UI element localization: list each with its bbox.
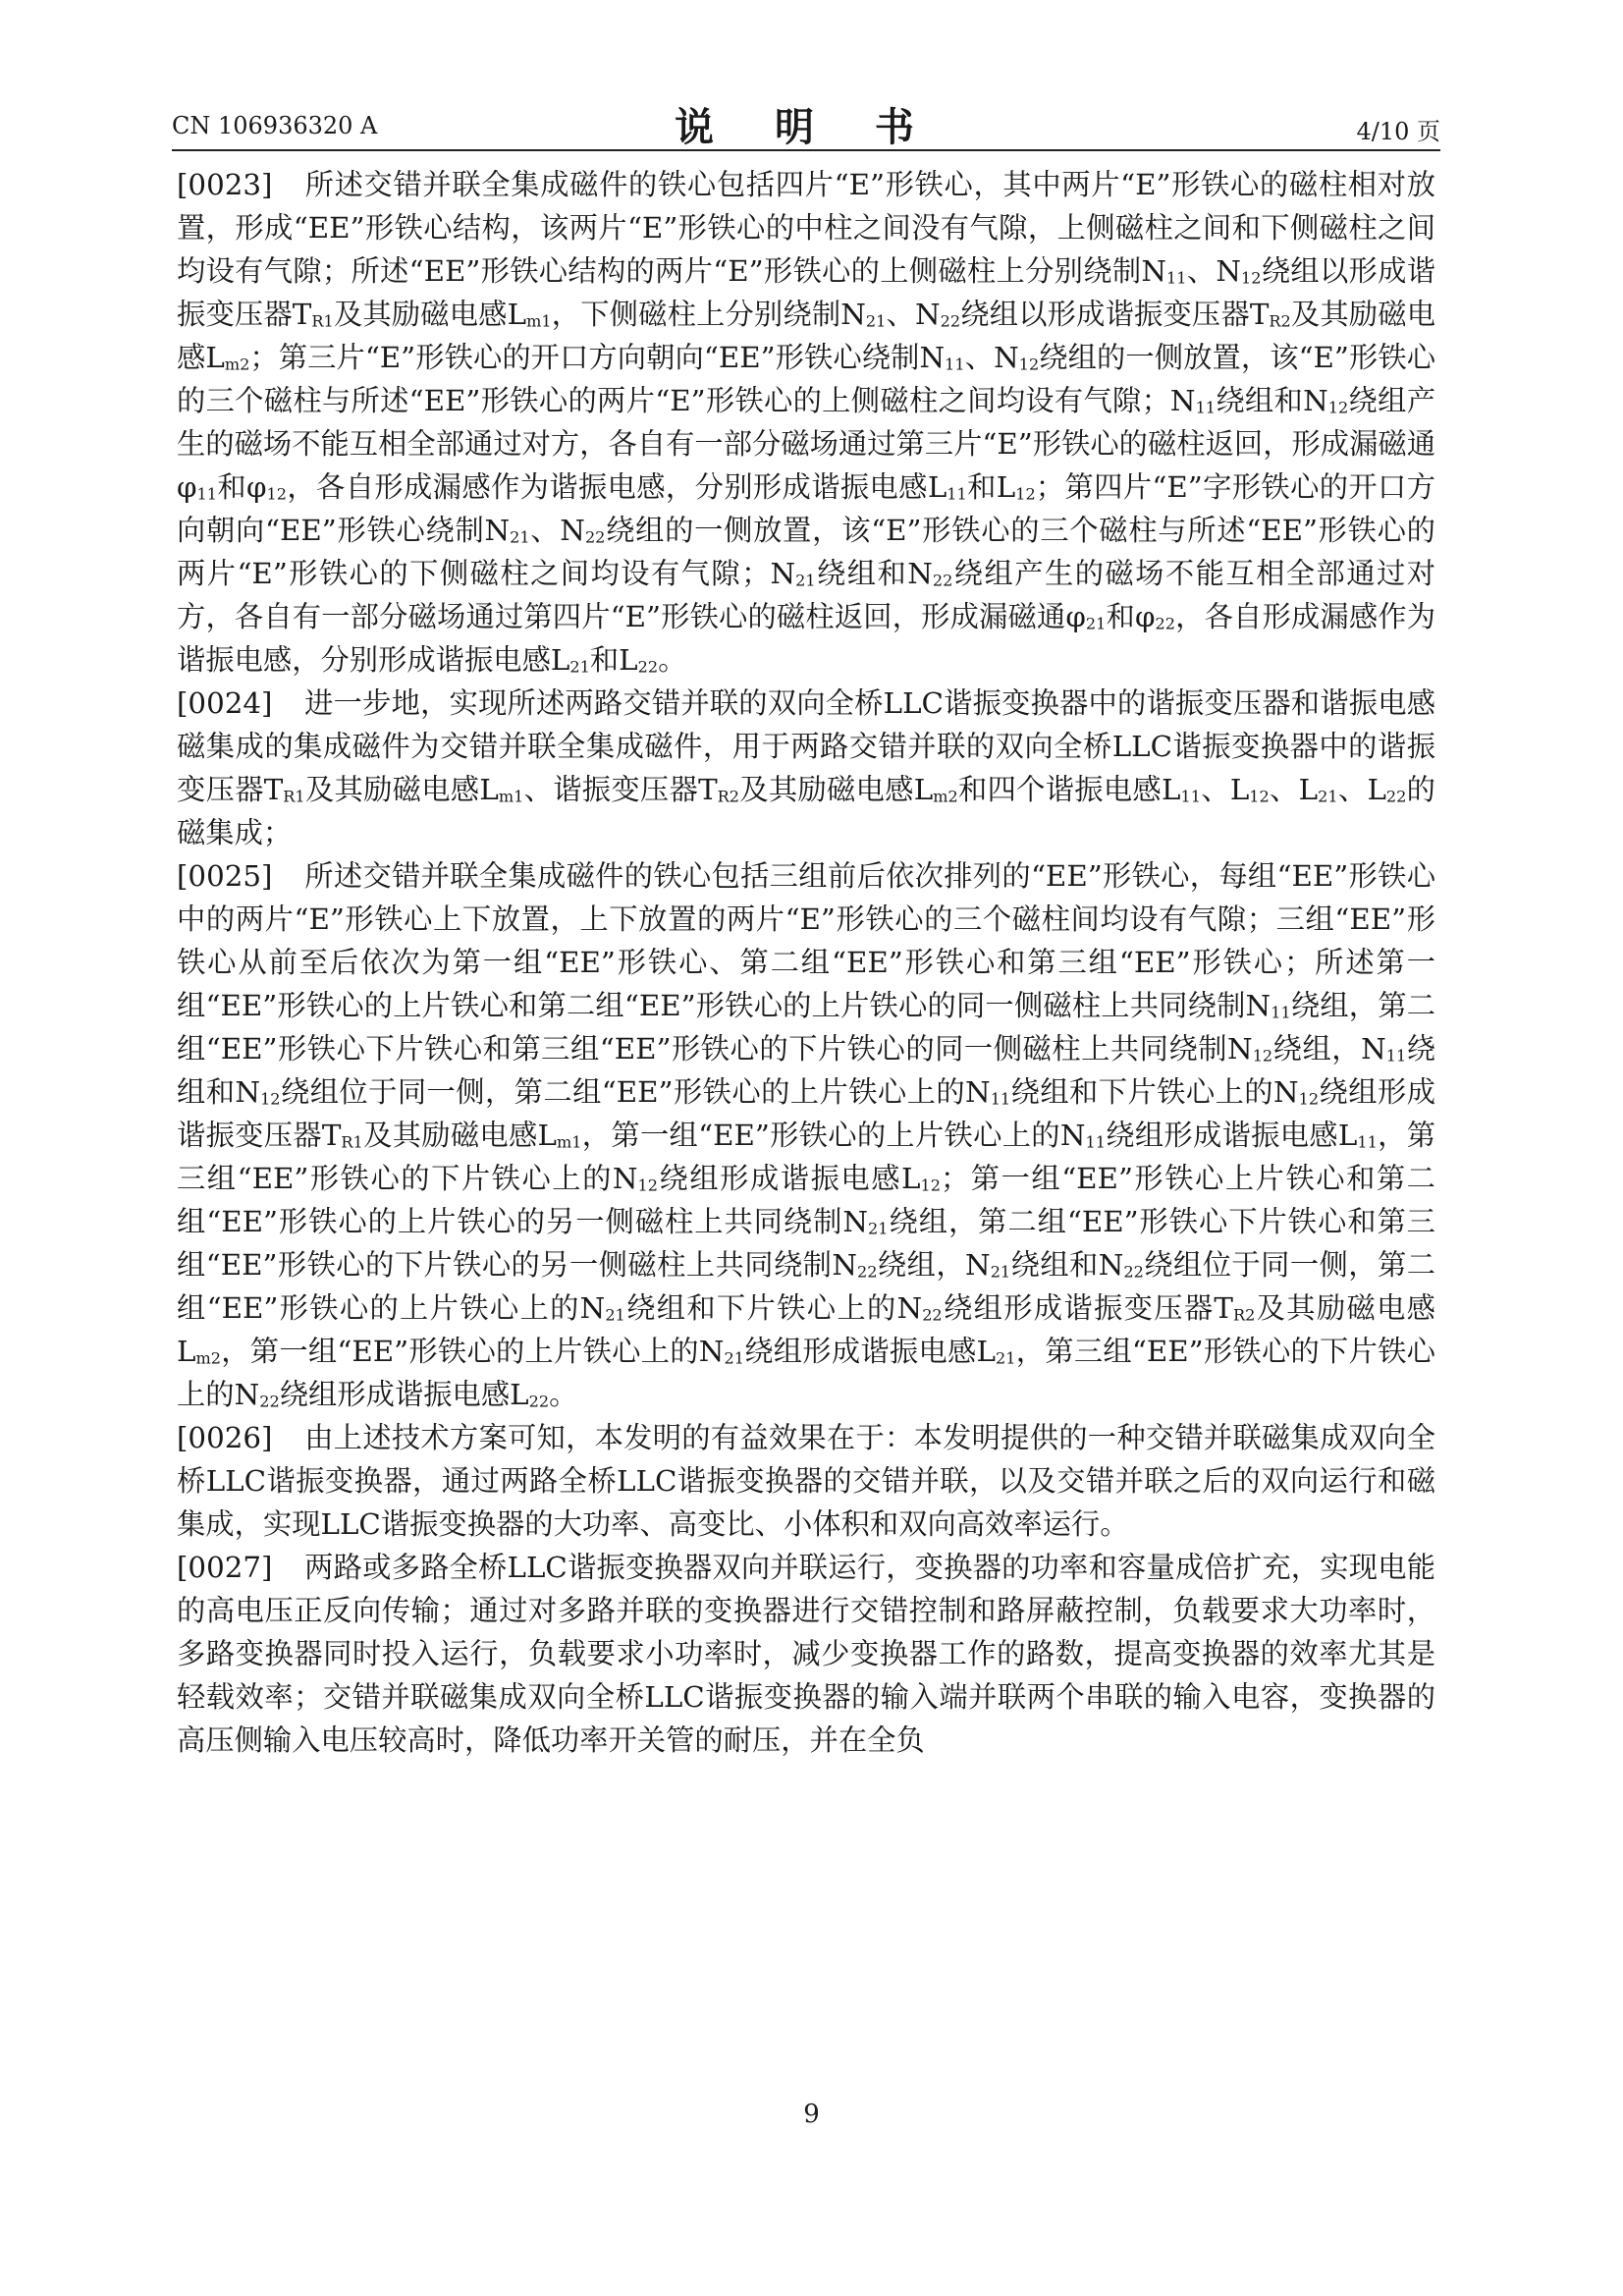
subscript: 11 (1195, 398, 1217, 417)
subscript: 22 (584, 527, 606, 547)
subscript: 12 (1298, 1089, 1320, 1109)
subscript: R1 (283, 787, 305, 806)
subscript: 21 (868, 1219, 889, 1238)
subscript: 22 (940, 311, 961, 331)
subscript: 21 (569, 657, 590, 677)
subscript: 22 (922, 1305, 943, 1325)
subscript: m2 (224, 355, 250, 374)
subscript: 11 (1357, 1132, 1378, 1152)
subscript: 12 (1015, 484, 1036, 504)
subscript: 11 (1166, 268, 1187, 288)
subscript: m1 (498, 787, 524, 806)
paragraph-id: [0025] (177, 859, 273, 893)
subscript: 21 (1085, 614, 1107, 633)
subscript: 12 (1327, 398, 1349, 417)
subscript: 11 (947, 484, 967, 504)
subscript: 22 (1155, 614, 1175, 633)
document-body (177, 163, 1435, 1762)
subscript: 22 (528, 1392, 550, 1411)
subscript: 22 (637, 657, 659, 677)
subscript: 22 (1123, 1262, 1144, 1282)
subscript: 12 (1249, 787, 1270, 806)
paragraph-id: [0023] (177, 168, 273, 201)
subscript: 11 (945, 355, 965, 374)
subscript: R2 (717, 787, 740, 806)
paragraph-id: [0024] (177, 686, 273, 720)
subscript: 22 (857, 1262, 878, 1282)
subscript: 21 (510, 527, 530, 547)
subscript: 12 (266, 484, 288, 504)
paragraph: [0025] 所述交错并联全集成磁件的铁心包括三组前后依次排列的“EE”形铁心，每组“EE”形铁心中的两片“E”形铁心上下放置，上下放置的两片“E”形铁心的三个磁柱间均设有气隙；三组“EE”形铁心从前至后依次为第一组“EE”形铁心、第二组“EE”形铁心和第三组“EE”形铁心；所述第一组“EE”形铁心的上片铁心和第二组“EE”形铁心的上片铁心的同一侧磁柱上共同绕制$N_{11}$绕组，第二组“EE”形铁心下片铁心和第三组“EE”形铁心的下片铁心的同一侧磁柱上共同绕制$N_{12}$绕组，$N_{11}$绕组和$N_{12}$绕组位于同一侧，第二组“EE”形铁心的上片铁心上的$N_{11}$绕组和下片铁心上的$N_{12}$绕组形成谐振变压器$T_{R1}$及其励磁电感$L_{m1}$，第一组“EE”形铁心的上片铁心上的$N_{11}$绕组形成谐振电感$L_{11}$，第三组“EE”形铁心的下片铁心上的$N_{12}$绕组形成谐振电感$L_{12}$；第一组“EE”形铁心上片铁心和第二组“EE”形铁心的上片铁心的另一侧磁柱上共同绕制$N_{21}$绕组，第二组“EE”形铁心下片铁心和第三组“EE”形铁心的下片铁心的另一侧磁柱上共同绕制$N_{22}$绕组，$N_{21}$绕组和$N_{22}$绕组位于同一侧，第二组“EE”形铁心的上片铁心上的$N_{21}$绕组和下片铁心上的$N_{22}$绕组形成谐振变压器$T_{R2}$及其励磁电感$L_{m2}$，第一组“EE”形铁心的上片铁心上的$N_{21}$绕组形成谐振电感$L_{21}$，第三组“EE”形铁心的下片铁心上的$N_{22}$绕组形成谐振电感$L_{22}$。 (177, 854, 1435, 1416)
subscript: 11 (1385, 1046, 1407, 1066)
subscript: R2 (1269, 311, 1291, 331)
subscript: 21 (865, 311, 887, 331)
subscript: m1 (526, 311, 552, 331)
paragraph: [0023] 所述交错并联全集成磁件的铁心包括四片“E”形铁心，其中两片“E”形铁心的磁柱相对放置，形成“EE”形铁心结构，该两片“E”形铁心的中柱之间没有气隙，上侧磁柱之间和下侧磁柱之间均设有气隙；所述“EE”形铁心结构的两片“E”形铁心的上侧磁柱上分别绕制$N_{11}$、$N_{12}$绕组以形成谐振变压器$T_{R1}$及其励磁电感$L_{m1}$，下侧磁柱上分别绕制$N_{21}$、$N_{22}$绕组以形成谐振变压器$T_{R2}$及其励磁电感$L_{m2}$；第三片“E”形铁心的开口方向朝向“EE”形铁心绕制$N_{11}$、$N_{12}$绕组的一侧放置，该“E”形铁心的三个磁柱与所述“EE”形铁心的两片“E”形铁心的上侧磁柱之间均设有气隙；$N_{11}$绕组和$N_{12}$绕组产生的磁场不能互相全部通过对方，各自有一部分磁场通过第三片“E”形铁心的磁柱返回，形成漏磁通$\varphi_{11}$和$\varphi_{12}$，各自形成漏感作为谐振电感，分别形成谐振电感$L_{11}$和$L_{12}$；第四片“E”字形铁心的开口方向朝向“EE”形铁心绕制$N_{21}$、$N_{22}$绕组的一侧放置，该“E”形铁心的三个磁柱与所述“EE”形铁心的两片“E”形铁心的下侧磁柱之间均设有气隙；$N_{21}$绕组和$N_{22}$绕组产生的磁场不能互相全部通过对方，各自有一部分磁场通过第四片“E”形铁心的磁柱返回，形成漏磁通$\varphi_{21}$和$\varphi_{22}$，各自形成漏感作为谐振电感，分别形成谐振电感$L_{21}$和$L_{22}$。 (177, 163, 1435, 682)
subscript: 21 (990, 1262, 1011, 1282)
page-header (172, 94, 1440, 150)
page-number: 9 (803, 2100, 820, 2129)
publication-number: CN 106936320 A (172, 112, 378, 139)
subscript: 21 (795, 571, 816, 590)
subscript: 22 (932, 571, 953, 590)
subscript: 11 (990, 1089, 1011, 1109)
subscript: 11 (1271, 1003, 1291, 1022)
subscript: 22 (1385, 787, 1407, 806)
subscript: 12 (637, 1175, 659, 1195)
subscript: 11 (1180, 787, 1201, 806)
paragraph: [0027] 两路或多路全桥LLC谐振变换器双向并联运行，变换器的功率和容量成倍扩充，实现电能的高电压正反向传输；通过对多路并联的变换器进行交错控制和路屏蔽控制，负载要求大功率时，多路变换器同时投入运行，负载要求小功率时，减少变换器工作的路数，提高变换器的效率尤其是轻载效率；交错并联磁集成双向全桥LLC谐振变换器的输入端并联两个串联的输入电容，变换器的高压侧输入电压较高时，降低功率开关管的耐压，并在全负 (177, 1546, 1435, 1762)
paragraph-id: [0027] (177, 1551, 273, 1584)
subscript: m2 (933, 787, 958, 806)
subscript: 11 (196, 484, 218, 504)
subscript: 11 (1085, 1132, 1106, 1152)
paragraph: [0026] 由上述技术方案可知，本发明的有益效果在于：本发明提供的一种交错并联磁集成双向全桥LLC谐振变换器，通过两路全桥LLC谐振变换器的交错并联，以及交错并联之后的双向运行和磁集成，实现LLC谐振变换器的大功率、高变比、小体积和双向高效率运行。 (177, 1416, 1435, 1546)
subscript: 21 (996, 1348, 1016, 1368)
paragraph: [0024] 进一步地，实现所述两路交错并联的双向全桥LLC谐振变换器中的谐振变压器和谐振电感磁集成的集成磁件为交错并联全集成磁件，用于两路交错并联的双向全桥LLC谐振变换器中的谐振变压器$T_{R1}$及其励磁电感$L_{m1}$、谐振变压器$T_{R2}$及其励磁电感$L_{m2}$和四个谐振电感$L_{11}$、$L_{12}$、$L_{21}$、$L_{22}$的磁集成； (177, 682, 1435, 854)
subscript: R1 (341, 1132, 363, 1152)
subscript: 22 (259, 1392, 280, 1411)
subscript: 12 (1018, 355, 1040, 374)
subscript: m1 (557, 1132, 582, 1152)
subscript: R1 (311, 311, 334, 331)
page-count: 4/10 页 (1356, 118, 1440, 145)
subscript: 12 (1252, 1046, 1273, 1066)
subscript: m2 (195, 1348, 221, 1368)
subscript: 12 (920, 1175, 941, 1195)
subscript: R2 (1232, 1305, 1256, 1325)
header-rule (172, 149, 1440, 151)
paragraph-id: [0026] (177, 1421, 273, 1454)
document-title: 说 明 书 (675, 104, 938, 150)
subscript: 21 (724, 1348, 744, 1368)
subscript: 12 (1241, 268, 1262, 288)
subscript: 21 (1318, 787, 1338, 806)
subscript: 21 (605, 1305, 625, 1325)
subscript: 12 (260, 1089, 281, 1109)
